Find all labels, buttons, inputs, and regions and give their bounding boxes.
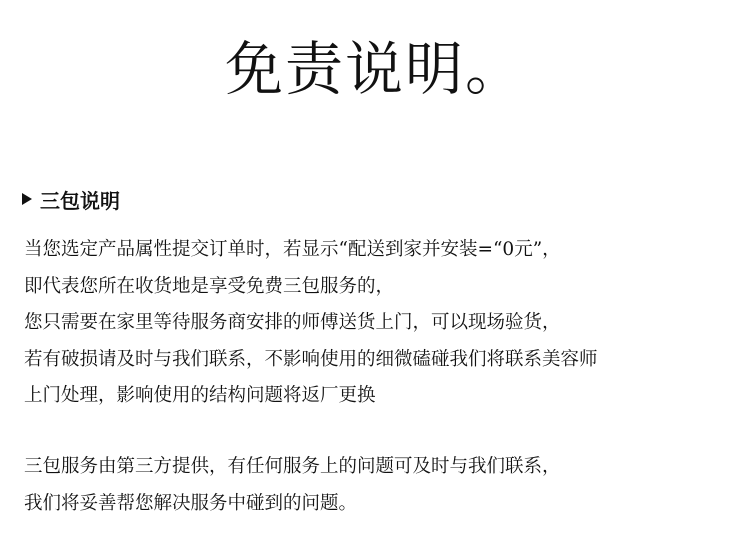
paragraph-line: 当您选定产品属性提交订单时，若显示“配送到家并安装=“0元”， — [24, 239, 561, 260]
section-heading — [22, 184, 120, 214]
paragraph-line: 上门处理，影响使用的结构问题将返厂更换 — [24, 385, 376, 406]
paragraph-line: 三包服务由第三方提供，有任何服务上的问题可及时与我们联系， — [24, 456, 561, 477]
paragraph-line: 即代表您所在收货地是享受免费三包服务的， — [24, 275, 395, 297]
paragraph-warranty-details — [24, 232, 734, 415]
paragraph-line: 我们将妥善帮您解决服务中碰到的问题。 — [24, 492, 358, 514]
section-heading-label: 三包说明 — [40, 188, 120, 213]
paragraph-line: 您只需要在家里等待服务商安排的师傅送货上门，可以现场验货， — [24, 312, 561, 333]
triangle-bullet-icon — [22, 193, 32, 205]
paragraph-line: 若有破损请及时与我们联系，不影响使用的细微磕碰我们将联系美容师 — [24, 348, 598, 370]
page-title: 免责说明。 — [224, 35, 525, 103]
paragraph-third-party-service — [24, 449, 734, 522]
